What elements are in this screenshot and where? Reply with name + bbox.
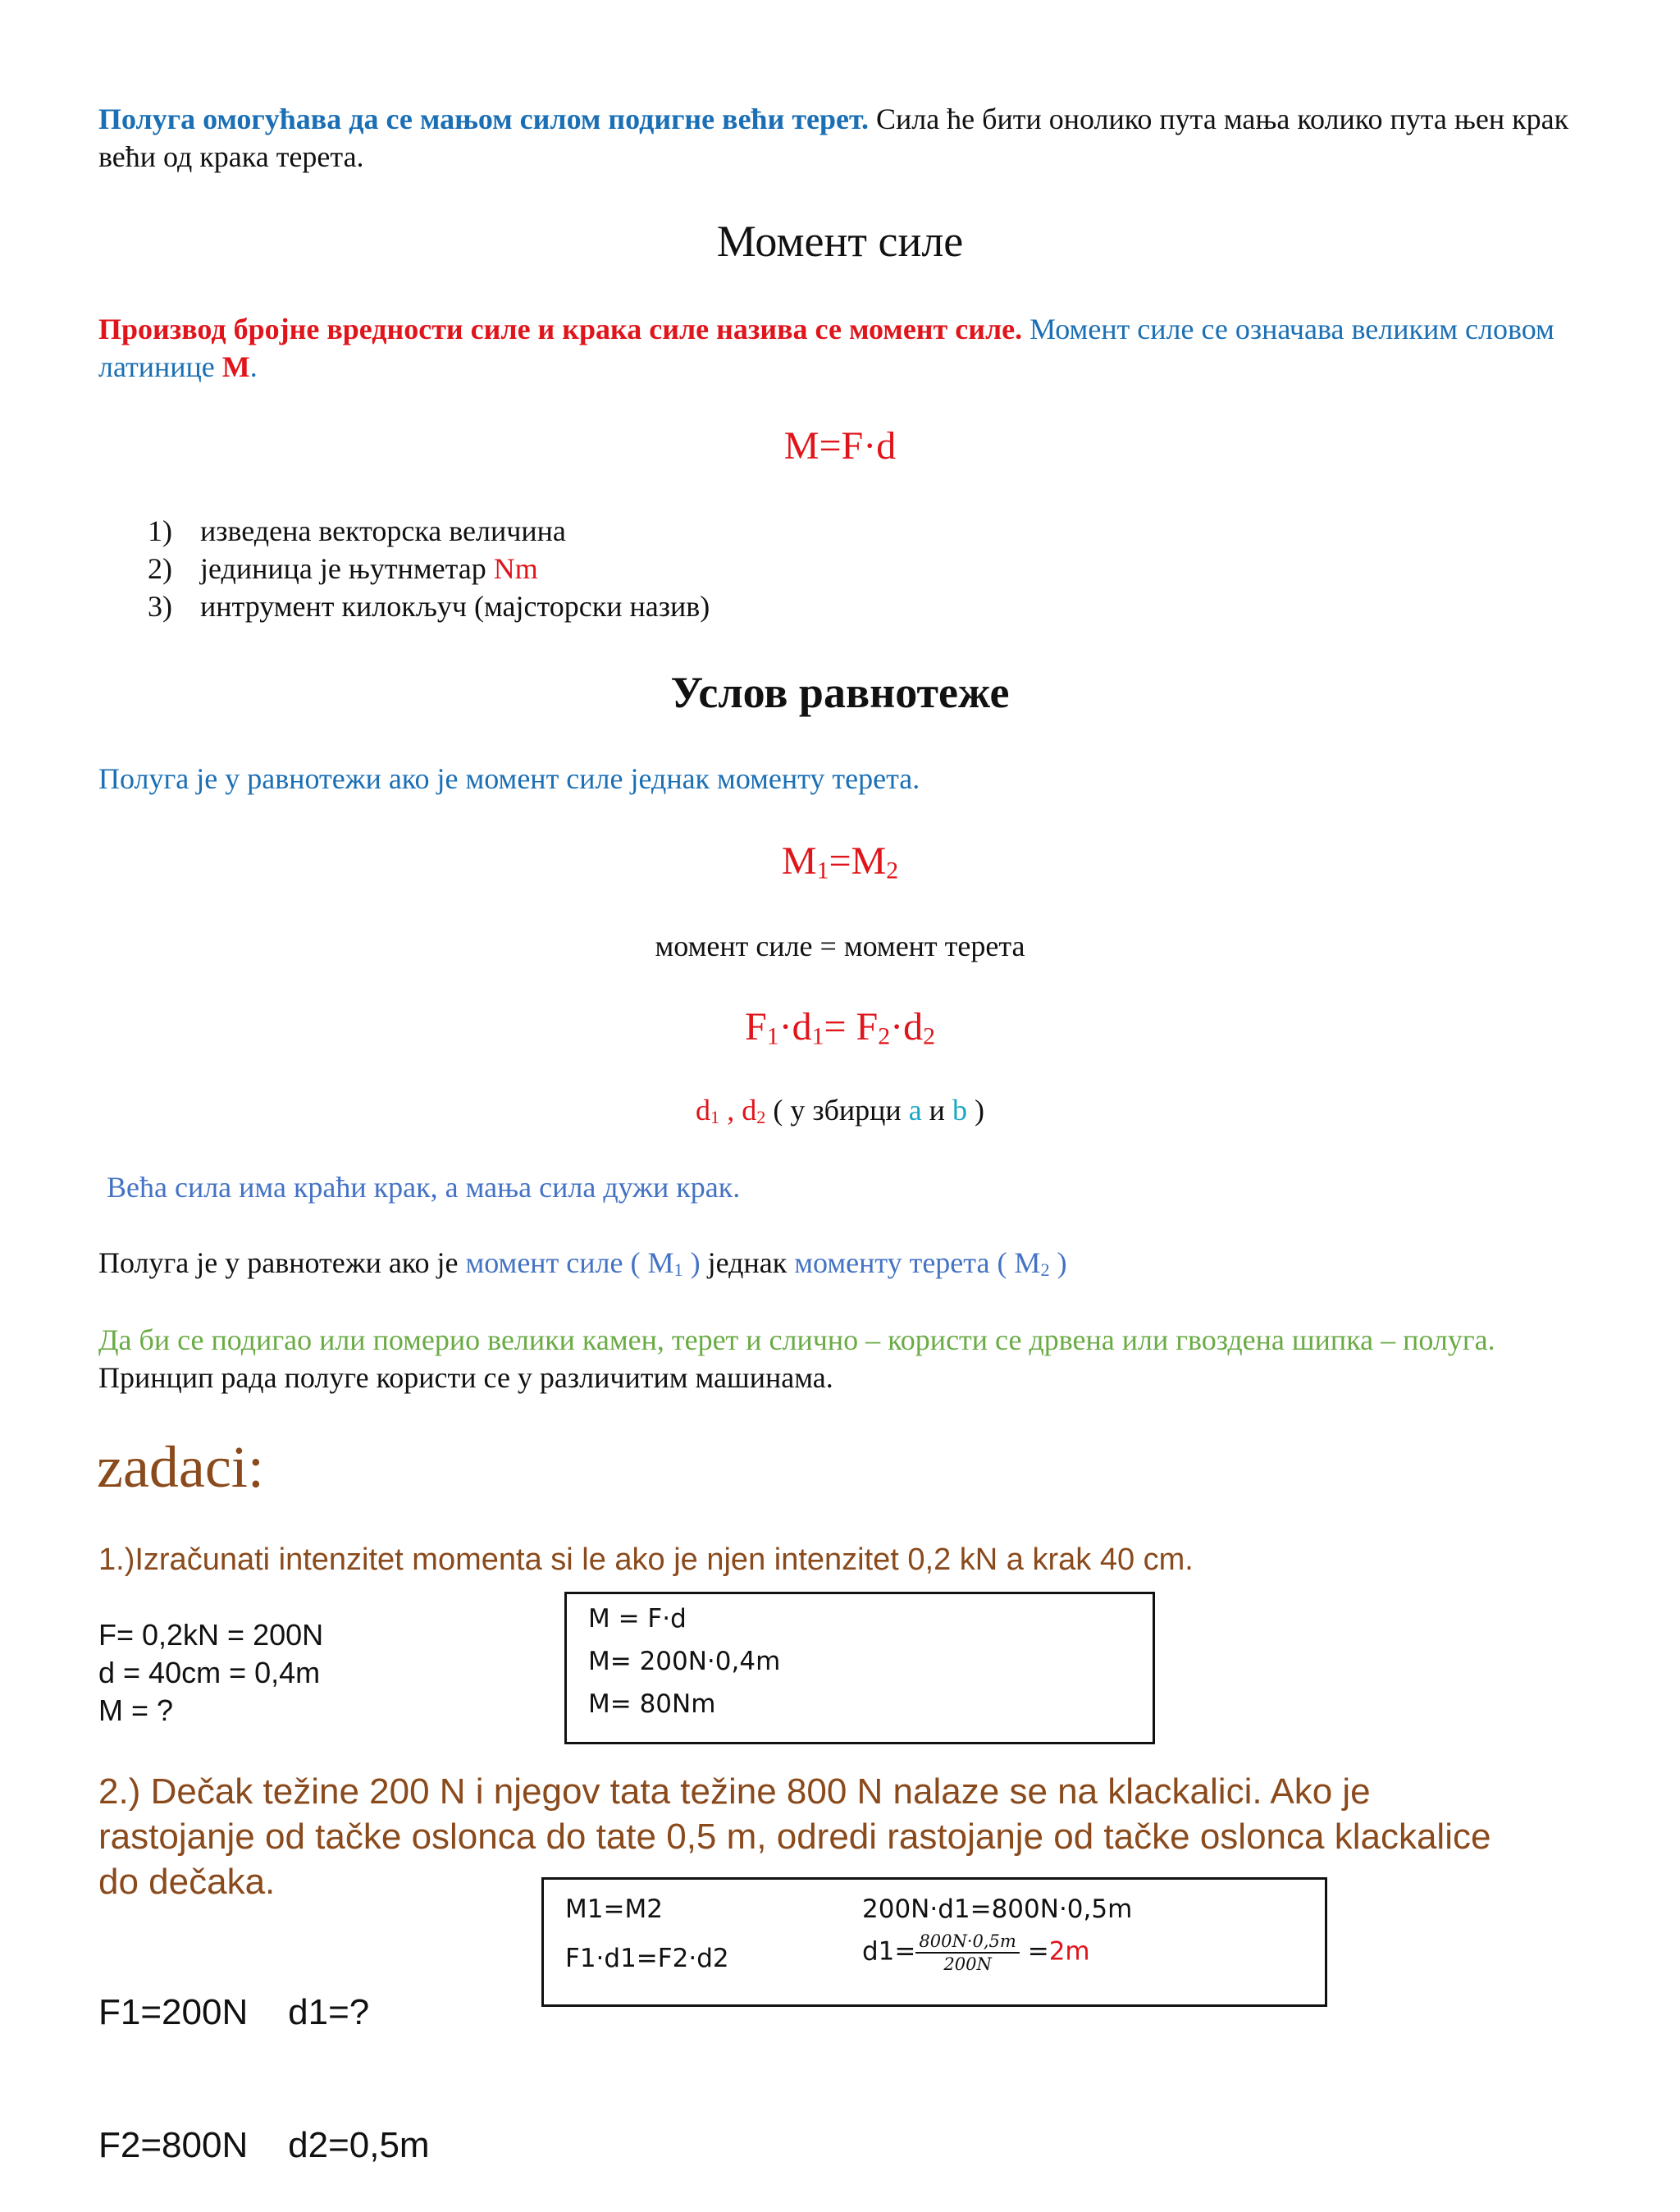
property-number: 2) (148, 552, 172, 585)
balance-words: момент силе = момент терета (655, 930, 1025, 962)
balance-note: Већа сила има краћи крак, а мања сила дужи крак. (107, 1171, 741, 1204)
balance-formula-moments: $M_1=M_2$ (781, 839, 899, 884)
task1-given (98, 1616, 323, 1730)
moment-formula: M=F·d (783, 424, 897, 468)
property-number: 3) (148, 590, 172, 623)
task1-given-line: M = ? (98, 1693, 174, 1727)
task1-solution-line: M= 200N·0,4m (588, 1647, 781, 1676)
task2-solution-line: M1=M2 (565, 1894, 663, 1924)
task2-given-line: F2=800N d2=0,5m (98, 2125, 430, 2165)
task1-solution-box (564, 1592, 1155, 1744)
property-unit: Nm (493, 552, 538, 585)
tasks-heading: zadaci: (97, 1434, 264, 1500)
property-text: интрумент килокључ (мајсторски назив) (200, 590, 710, 623)
task2-fraction: $\frac{800N\cdot 0,5m}{200N}$ (915, 1931, 1019, 1975)
task1-solution-line: M = F·d (588, 1604, 687, 1634)
balance-condition: Полуга је у равнотежи ако је момент силе ( $M_1$ ) једнак моменту терета ( $M_2$ ) (98, 1246, 1067, 1281)
intro-bold: Полуга омогућава да се мањом силом подигне већи терет. (98, 103, 869, 135)
task2-solution-line: F1·d1=F2·d2 (565, 1944, 729, 1973)
definition-bold: Производ бројне вредности силе и крака силе назива се момент силе. (98, 313, 1023, 345)
task2-solution-line: 200N·d1=800N·0,5m (862, 1894, 1133, 1924)
property-item (148, 550, 1296, 587)
property-item (148, 587, 1296, 625)
intro-paragraph (98, 100, 1575, 176)
moment-definition (98, 310, 1575, 386)
property-text: изведена векторска величина (200, 514, 566, 547)
task1-question: 1.)Izračunati intenzitet momenta si le ako je njen intenzitet 0,2 kN a krak 40 cm. (98, 1542, 1194, 1577)
task2-solution-box (541, 1877, 1327, 2007)
definition-blue: Момент силе се означава великим словом латинице (98, 313, 1554, 383)
task2-solution-result: d1= $\frac{800N\cdot 0,5m}{200N}$ =2m (862, 1931, 1090, 1974)
task1-solution-line: M= 80Nm (588, 1689, 716, 1719)
property-number: 1) (148, 514, 172, 547)
task1-given-line: F= 0,2kN = 200N (98, 1618, 324, 1652)
lever-usage: Да би се подигао или померио велики камен, терет и слично – користи се дрвена или гвоздена шипка – полуга. Принцип рада полуге користи се у различитим машинама. (98, 1323, 1495, 1394)
moment-properties (148, 512, 1296, 625)
task2-given-line: F1=200N d1=? (98, 1992, 370, 2032)
task2-question: 2.) Dečak težine 200 N i njegov tata težine 800 N nalaze se na klackalici. Ako je rastojanje od tačke oslonca do tate 0,5 m, odredi rastojanje od tačke oslonca klackalice do dečaka. (98, 1771, 1491, 1902)
intro-rest: Сила ће бити онолико пута мања колико пута њен крак већи од крака терета. (98, 103, 1569, 173)
balance-statement: Полуга је у равнотежи ако је момент силе једнак моменту терета. (98, 762, 920, 795)
definition-letter: M (221, 350, 250, 383)
task2-given (98, 1902, 430, 2212)
property-text: јединица је њутнметар (200, 552, 494, 585)
balance-arms-note: $d_1$ , $d_2$ ( у збирци a и b ) (696, 1094, 984, 1128)
task1-given-line: d = 40cm = 0,4m (98, 1656, 321, 1689)
definition-dot: . (249, 350, 258, 383)
moment-heading: Момент силе (716, 217, 964, 266)
balance-heading: Услов равнотеже (670, 668, 1010, 717)
balance-formula-forces: $F_1\cdot d_1= F_2\cdot d_2$ (745, 1005, 935, 1050)
property-item (148, 512, 1296, 550)
